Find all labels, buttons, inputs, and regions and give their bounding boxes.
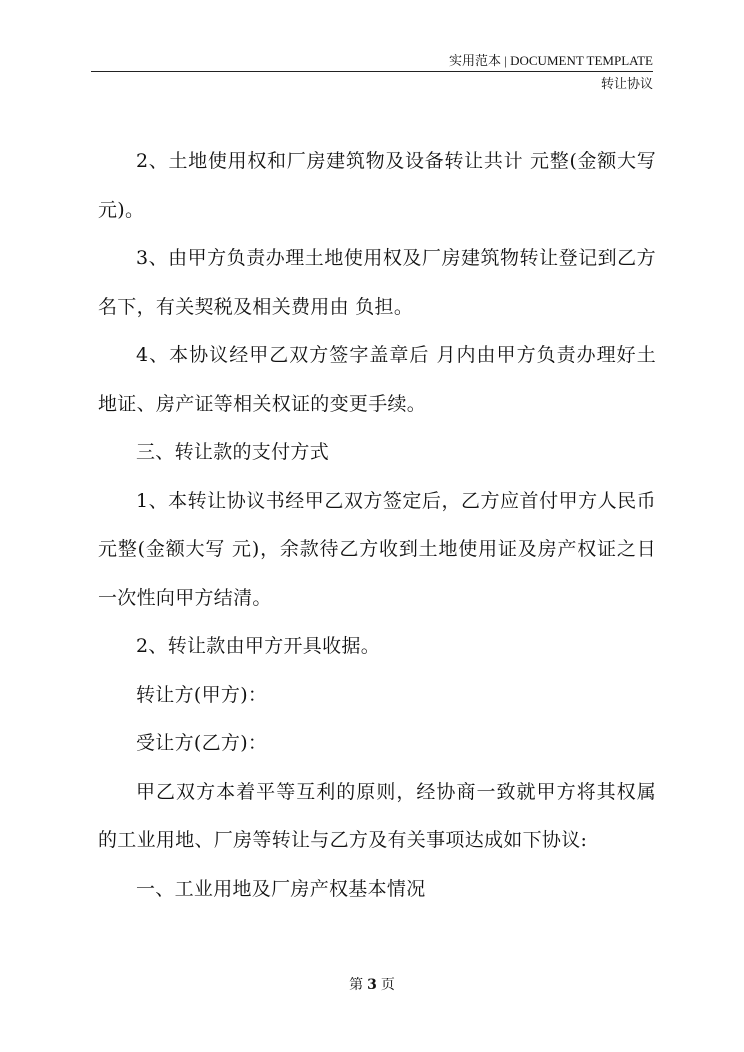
paragraph-first-payment: 1、本转让协议书经甲乙双方签定后，乙方应首付甲方人民币 元整(金额大写 元)，余款待乙方收到土地使用证及房产权证之日一次性向甲方结清。 (98, 489, 656, 609)
footer-prefix: 第 (349, 977, 364, 993)
section-heading-property: 一、工业用地及厂房产权基本情况 (136, 877, 426, 900)
footer-suffix: 页 (380, 977, 395, 993)
page-number: 3 (367, 977, 377, 993)
paragraph-registration: 3、由甲方负责办理土地使用权及厂房建筑物转让登记到乙方名下，有关契税及相关费用由 负担。 (98, 247, 656, 318)
document-body (98, 137, 656, 913)
paragraph-price-total: 2、土地使用权和厂房建筑物及设备转让共计 元整(金额大写 元)。 (98, 150, 656, 221)
section-heading-payment: 三、转让款的支付方式 (136, 441, 330, 463)
header-brand: 实用范本 | DOCUMENT TEMPLATE (449, 53, 653, 68)
transferor-label: 转让方(甲方)： (136, 683, 268, 706)
header-rule (91, 71, 653, 72)
paragraph-receipt: 2、转让款由甲方开具收据。 (136, 635, 380, 657)
page-footer (0, 974, 744, 994)
paragraph-certificates: 4、本协议经甲乙双方签字盖章后 月内由甲方负责办理好土地证、房产证等相关权证的变更手续。 (98, 344, 656, 415)
document-title: 转让协议 (600, 77, 653, 92)
transferee-label: 受让方(乙方)： (136, 732, 268, 754)
paragraph-preamble: 甲乙双方本着平等互利的原则，经协商一致就甲方将其权属的工业用地、厂房等转让与乙方及有关事项达成如下协议: (98, 780, 656, 851)
